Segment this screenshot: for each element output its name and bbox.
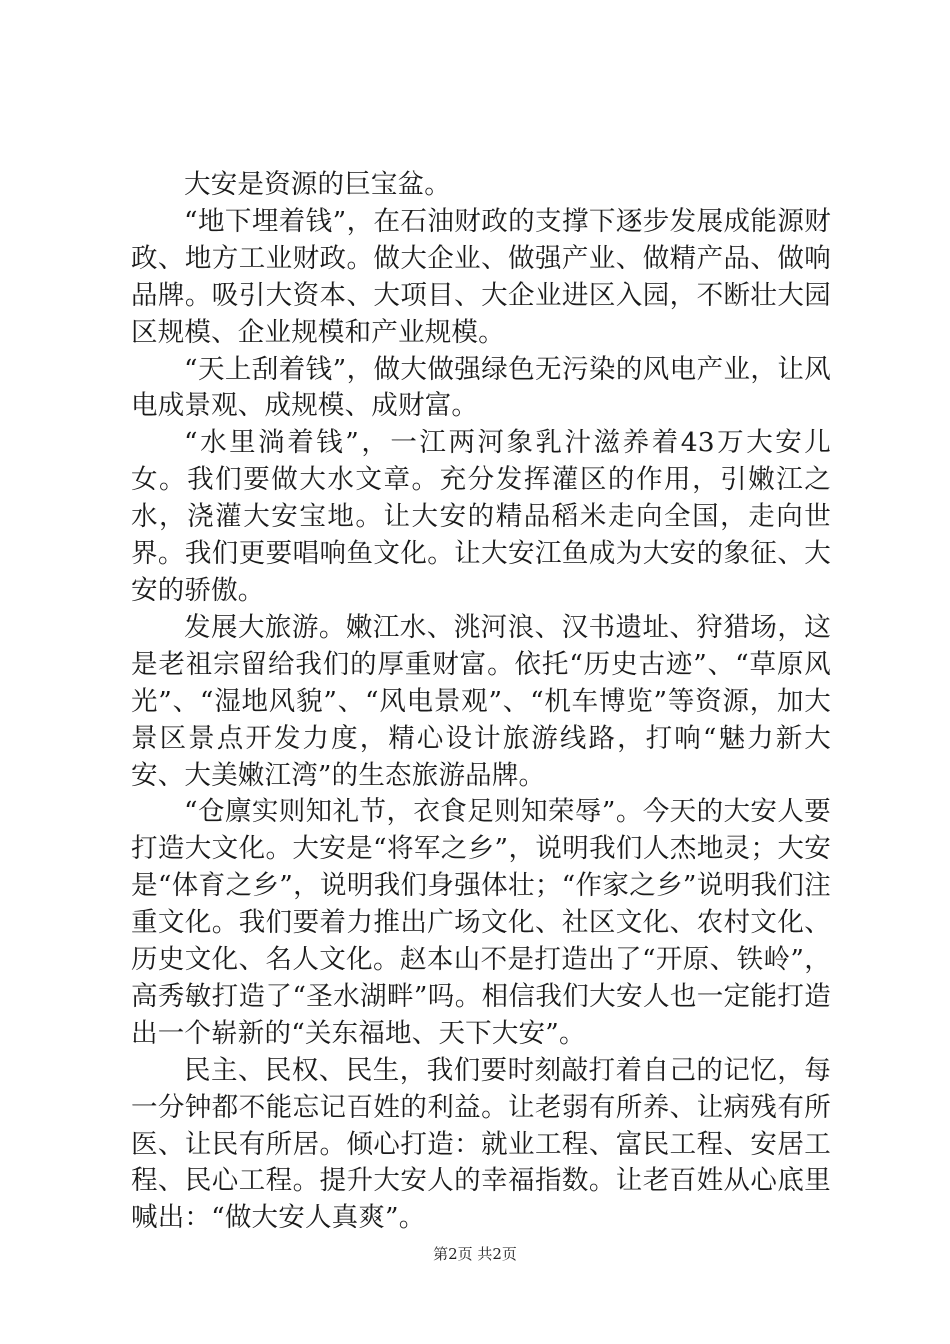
paragraph-tourism: 发展大旅游。嫩江水、洮河浪、汉书遗址、狩猎场，这是老祖宗留给我们的厚重财富。依托“历史古迹”、“草原风光”、“湿地风貌”、“风电景观”、“机车博览”等资源，加大景区景点开发力度，精心设计旅游线路，打响“魅力新大安、大美嫩江湾”的生态旅游品牌。 [131, 611, 831, 791]
paragraph-resources: 大安是资源的巨宝盆。 [184, 169, 451, 200]
paragraph-water-money: “水里淌着钱”，一江两河象乳汁滋养着43万大安儿女。我们要做大水文章。充分发挥灌区的作用，引嫩江之水，浇灌大安宝地。让大安的精品稻米走向全国，走向世界。我们更要唱响鱼文化。让大安江鱼成为大安的象征、大安的骄傲。 [131, 427, 831, 606]
document-body [131, 167, 831, 1237]
paragraph-livelihood: 民主、民权、民生，我们要时刻敲打着自己的记忆，每一分钟都不能忘记百姓的利益。让老弱有所养、让病残有所医、让民有所居。倾心打造：就业工程、富民工程、安居工程、民心工程。提升大安人的幸福指数。让老百姓从心底里喊出：“做大安人真爽”。 [131, 1054, 831, 1234]
paragraph-sky-money: “天上刮着钱”，做大做强绿色无污染的风电产业，让风电成景观、成规模、成财富。 [131, 353, 831, 422]
page-footer: 第2页 共2页 [433, 1245, 517, 1263]
paragraph-culture: “仓廪实则知礼节，衣食足则知荣辱”。今天的大安人要打造大文化。大安是“将军之乡”，说明我们人杰地灵；大安是“体育之乡”，说明我们身强体壮；“作家之乡”说明我们注重文化。我们要着力推出广场文化、社区文化、农村文化、历史文化、名人文化。赵本山不是打造出了“开原、铁岭”，高秀敏打造了“圣水湖畔”吗。相信我们大安人也一定能打造出一个崭新的“关东福地、天下大安”。 [131, 796, 831, 1049]
paragraph-underground-money: “地下埋着钱”，在石油财政的支撑下逐步发展成能源财政、地方工业财政。做大企业、做强产业、做精产品、做响品牌。吸引大资本、大项目、大企业进区入园，不断壮大园区规模、企业规模和产业规模。 [131, 205, 831, 348]
